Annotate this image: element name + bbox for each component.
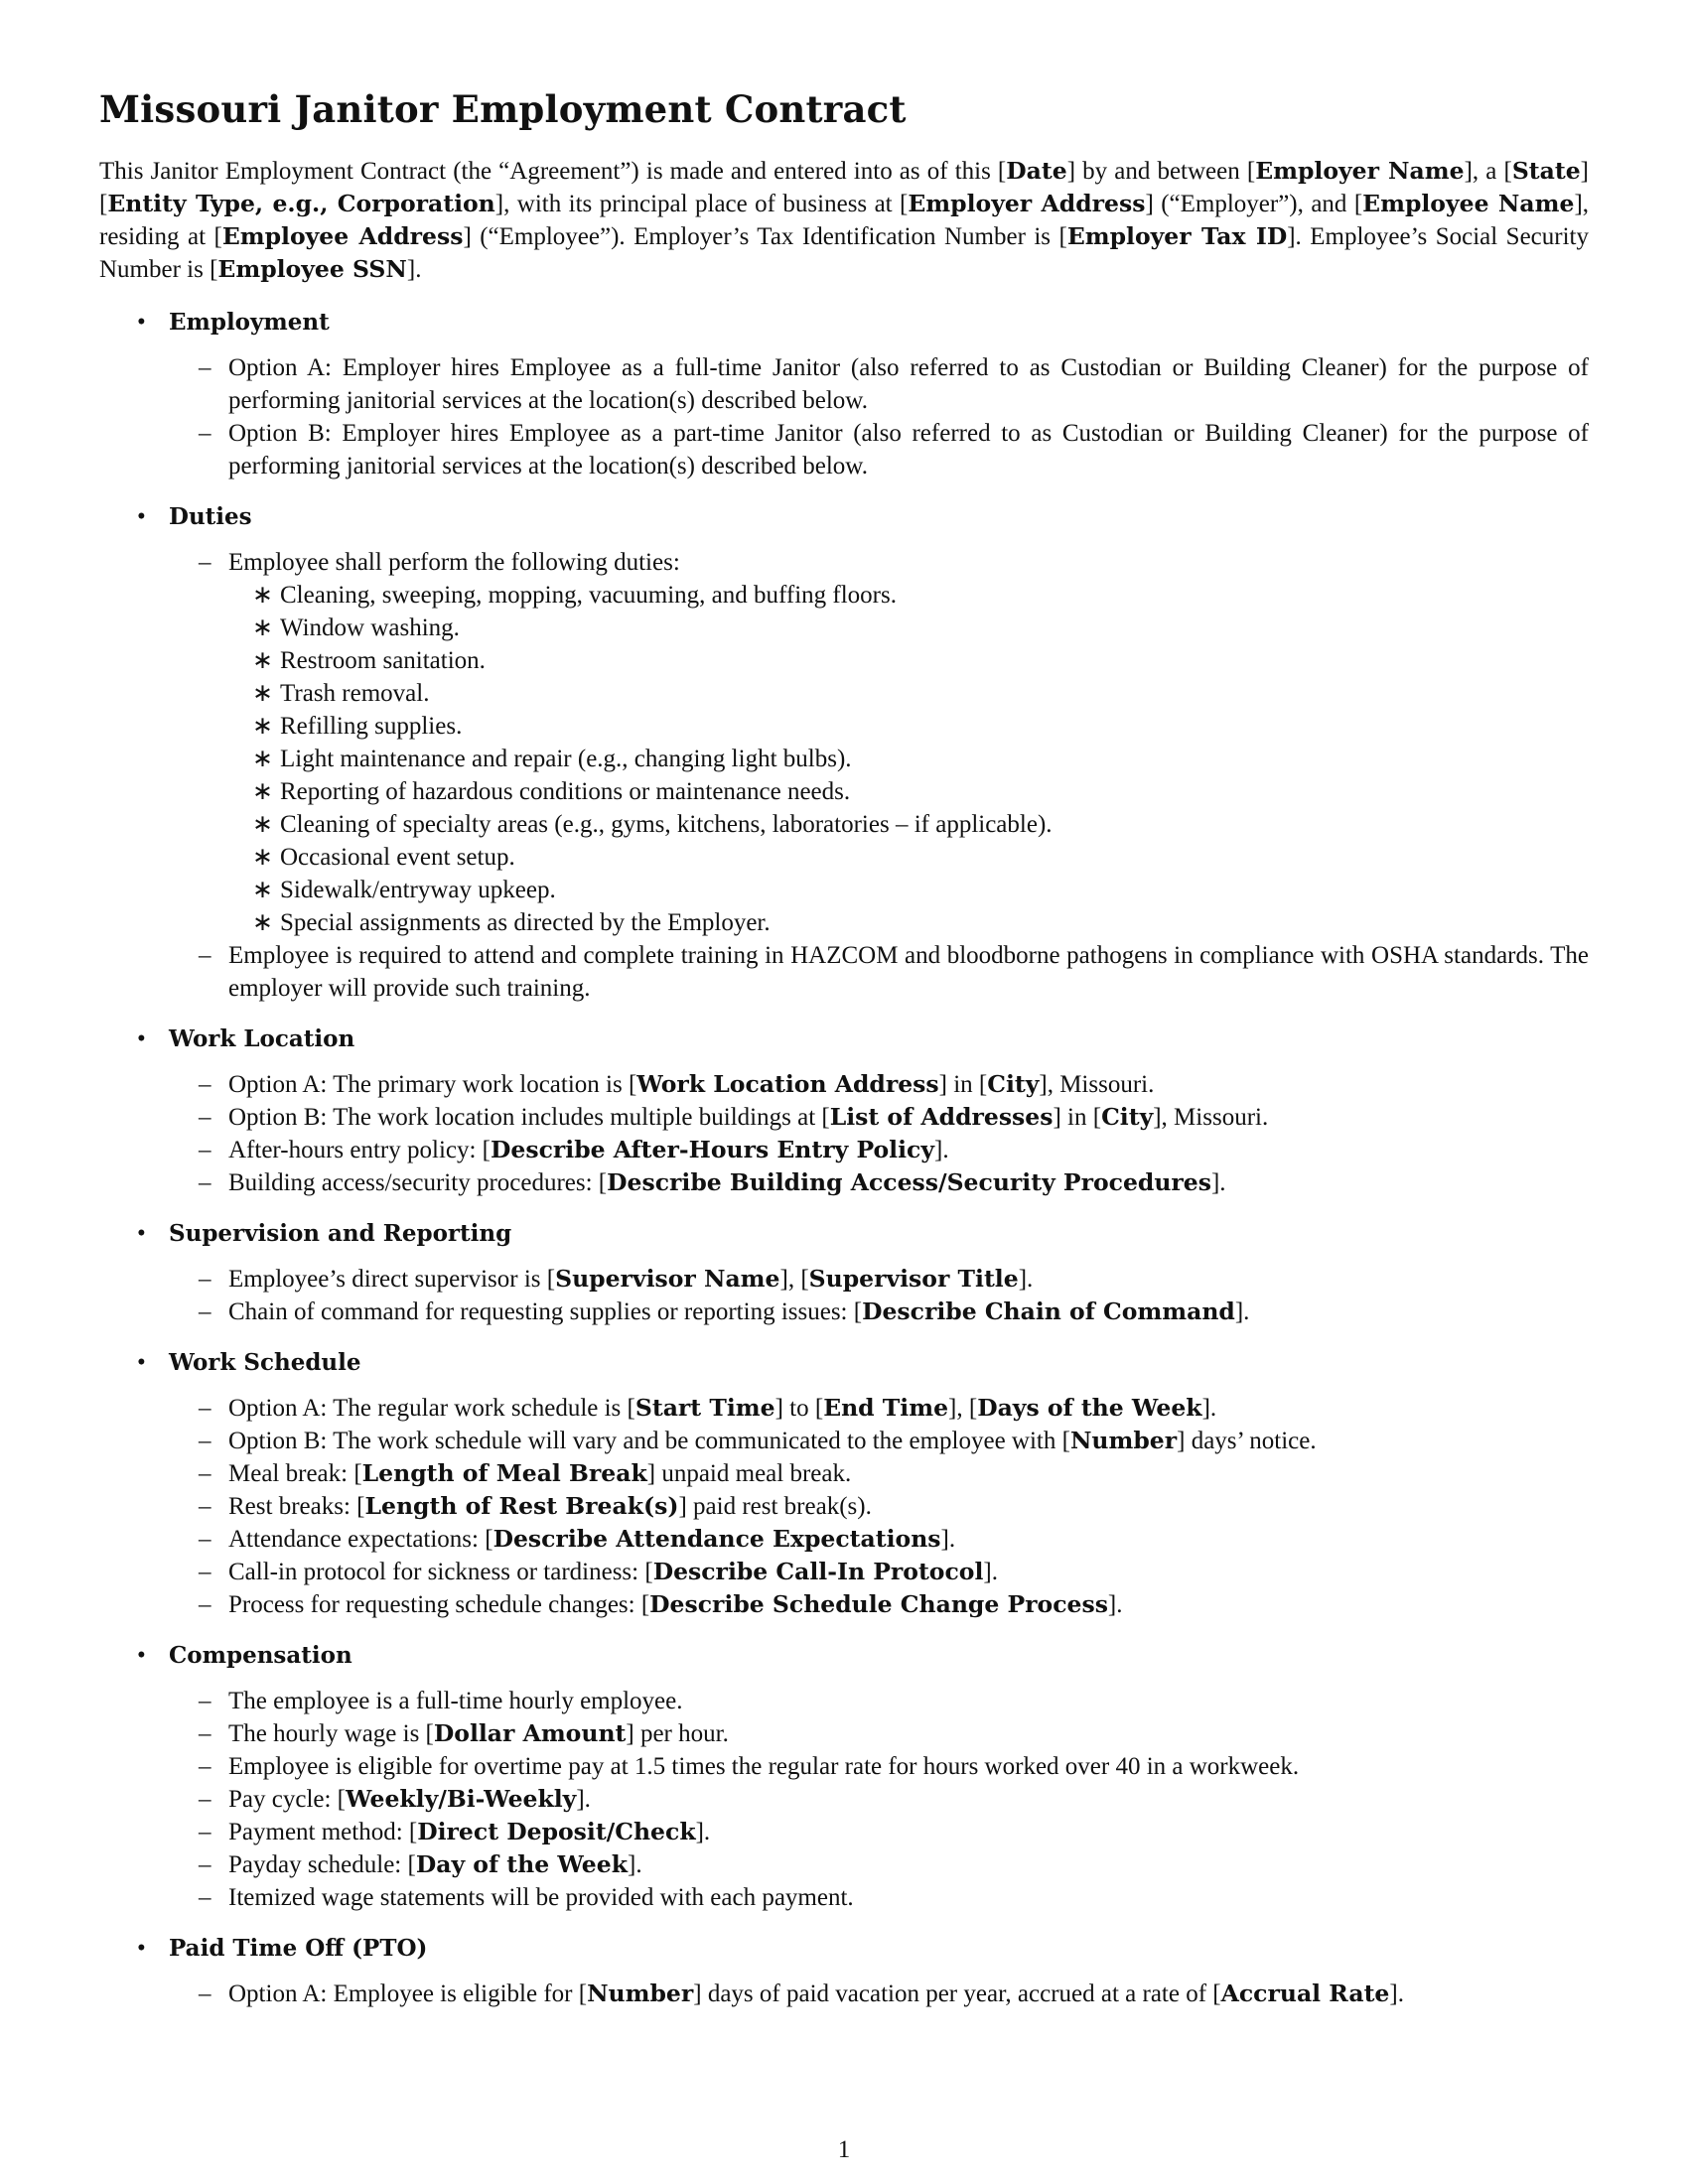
- section-title: Duties: [169, 503, 252, 531]
- bullet-marker: •: [137, 1642, 146, 1670]
- dash-marker: –: [199, 1493, 211, 1521]
- intro-text: This Janitor Employment Contract (the “Agreement”) is made and entered into as of this [: [99, 158, 1007, 186]
- list-item: [169, 1134, 1589, 1166]
- list-item: [169, 1588, 1589, 1621]
- duty-item: [228, 906, 1589, 939]
- placeholder-employer-tax-id: Employer Tax ID: [1066, 222, 1288, 251]
- bullet-marker: •: [137, 1220, 146, 1248]
- item-text: ].: [576, 1786, 591, 1814]
- list-item: [169, 1101, 1589, 1134]
- duty-item: [228, 579, 1589, 612]
- bullet-marker: •: [137, 309, 146, 337]
- dash-marker: –: [199, 1786, 211, 1814]
- section-title: Work Location: [169, 1025, 355, 1053]
- placeholder-field: Length of Meal Break: [361, 1459, 647, 1488]
- item-text: ].: [934, 1137, 949, 1164]
- item-text: The hourly wage is [: [228, 1720, 434, 1748]
- list-item: [169, 1425, 1589, 1457]
- item-text: ].: [695, 1819, 711, 1846]
- duty-text: Cleaning, sweeping, mopping, vacuuming, and buffing floors.: [280, 582, 897, 610]
- dash-marker: –: [199, 1591, 211, 1619]
- intro-text: ] (“Employee”). Employer’s Tax Identification Number is [: [463, 223, 1067, 251]
- item-text: Itemized wage statements will be provided with each payment.: [228, 1884, 854, 1912]
- placeholder-employer-name: Employer Name: [1255, 157, 1465, 186]
- star-marker: ∗: [252, 877, 273, 904]
- list-item: [169, 1750, 1589, 1783]
- item-text: ] days of paid vacation per year, accrued at a rate of [: [693, 1980, 1221, 2008]
- placeholder-field: Start Time: [634, 1394, 775, 1423]
- list-item: [169, 1783, 1589, 1816]
- star-marker: ∗: [252, 582, 273, 610]
- placeholder-entity-type: Entity Type, e.g., Corporation: [107, 190, 495, 218]
- item-text: After-hours entry policy: [: [228, 1137, 492, 1164]
- item-text: Payment method: [: [228, 1819, 418, 1846]
- item-text: ] unpaid meal break.: [646, 1460, 852, 1488]
- item-text: Payday schedule: [: [228, 1851, 416, 1879]
- item-text: ], Missouri.: [1039, 1071, 1155, 1099]
- section-duties: [99, 500, 1589, 1005]
- placeholder-field: Supervisor Name: [555, 1265, 780, 1294]
- dash-marker: –: [199, 420, 211, 448]
- item-text: ], [: [779, 1266, 809, 1294]
- duty-text: Occasional event setup.: [280, 844, 515, 872]
- placeholder-field: Work Location Address: [636, 1070, 939, 1099]
- dash-marker: –: [199, 1753, 211, 1781]
- star-marker: ∗: [252, 713, 273, 741]
- star-marker: ∗: [252, 844, 273, 872]
- list-item: [169, 1881, 1589, 1914]
- item-text: ].: [1018, 1266, 1034, 1294]
- document-page: [99, 87, 1589, 2028]
- placeholder-field: Days of the Week: [977, 1394, 1202, 1423]
- placeholder-field: City: [987, 1070, 1040, 1099]
- dash-marker: –: [199, 1071, 211, 1099]
- item-text: Option A: The primary work location is [: [228, 1071, 637, 1099]
- list-item: [169, 1685, 1589, 1717]
- item-text: Attendance expectations: [: [228, 1526, 493, 1554]
- dash-marker: –: [199, 1169, 211, 1197]
- list-item: [169, 1848, 1589, 1881]
- item-text: ].: [983, 1559, 998, 1586]
- dash-marker: –: [199, 1884, 211, 1912]
- item-text: ].: [1234, 1298, 1250, 1326]
- duty-text: Refilling supplies.: [280, 713, 463, 741]
- list-item: [169, 1717, 1589, 1750]
- bullet-marker: •: [137, 1935, 146, 1963]
- placeholder-field: Describe After-Hours Entry Policy: [491, 1136, 934, 1164]
- item-text: ].: [1210, 1169, 1226, 1197]
- item-text: Option B: The work location includes multiple buildings at [: [228, 1104, 830, 1132]
- duty-text: Cleaning of specialty areas (e.g., gyms, kitchens, laboratories – if applicable).: [280, 811, 1053, 839]
- placeholder-field: Describe Attendance Expectations: [492, 1525, 941, 1554]
- list-item: [169, 1166, 1589, 1199]
- list-item: [169, 417, 1589, 482]
- item-text: Employee shall perform the following duties:: [228, 549, 680, 577]
- item-text: ].: [940, 1526, 956, 1554]
- placeholder-field: Describe Chain of Command: [862, 1297, 1235, 1326]
- dash-marker: –: [199, 1819, 211, 1846]
- duty-text: Special assignments as directed by the Employer.: [280, 909, 771, 937]
- dash-marker: –: [199, 1104, 211, 1132]
- item-text: ].: [1389, 1980, 1404, 2008]
- placeholder-field: Length of Rest Break(s): [364, 1492, 679, 1521]
- placeholder-field: Day of the Week: [415, 1850, 628, 1879]
- duty-item: [228, 644, 1589, 677]
- duty-item: [228, 874, 1589, 906]
- intro-text: ], residing at [: [99, 191, 1590, 251]
- placeholder-state: State: [1511, 157, 1581, 186]
- star-marker: ∗: [252, 909, 273, 937]
- list-item: [169, 1392, 1589, 1425]
- star-marker: ∗: [252, 778, 273, 806]
- section-list: [99, 306, 1589, 2010]
- item-text: Call-in protocol for sickness or tardiness: [: [228, 1559, 653, 1586]
- item-text: ] days’ notice.: [1177, 1428, 1317, 1455]
- placeholder-field: Describe Schedule Change Process: [649, 1590, 1108, 1619]
- item-text: Option A: Employee is eligible for [: [228, 1980, 588, 2008]
- star-marker: ∗: [252, 614, 273, 642]
- intro-text: ] [: [99, 158, 1589, 218]
- star-marker: ∗: [252, 647, 273, 675]
- dash-marker: –: [199, 942, 211, 970]
- placeholder-field: List of Addresses: [829, 1103, 1054, 1132]
- section-employment: [99, 306, 1589, 482]
- intro-text: ], with its principal place of business at [: [494, 191, 909, 218]
- list-item: [169, 1068, 1589, 1101]
- star-marker: ∗: [252, 746, 273, 773]
- duty-text: Restroom sanitation.: [280, 647, 486, 675]
- dash-marker: –: [199, 1980, 211, 2008]
- star-marker: ∗: [252, 811, 273, 839]
- section-work-location: [99, 1023, 1589, 1199]
- list-item: [169, 1978, 1589, 2010]
- list-item: [169, 1523, 1589, 1556]
- section-title: Supervision and Reporting: [169, 1220, 512, 1248]
- item-text: ].: [628, 1851, 642, 1879]
- item-text: Rest breaks: [: [228, 1493, 365, 1521]
- duty-item: [228, 710, 1589, 743]
- duty-text: Light maintenance and repair (e.g., changing light bulbs).: [280, 746, 852, 773]
- dash-marker: –: [199, 1298, 211, 1326]
- placeholder-field: Accrual Rate: [1220, 1979, 1390, 2008]
- item-text: Employee’s direct supervisor is [: [228, 1266, 556, 1294]
- duty-item: [228, 612, 1589, 644]
- item-text: Employee is eligible for overtime pay at 1.5 times the regular rate for hours worked over 40 in a workweek.: [228, 1753, 1300, 1781]
- item-text: ] per hour.: [626, 1720, 729, 1748]
- item-text: ] to [: [774, 1395, 824, 1423]
- dash-marker: –: [199, 1460, 211, 1488]
- item-text: ] paid rest break(s).: [678, 1493, 872, 1521]
- section-compensation: [99, 1639, 1589, 1914]
- item-text: ].: [1201, 1395, 1217, 1423]
- item-text: Process for requesting schedule changes: [: [228, 1591, 650, 1619]
- list-item: [169, 1816, 1589, 1848]
- item-text: Building access/security procedures: [: [228, 1169, 608, 1197]
- dash-marker: –: [199, 1266, 211, 1294]
- section-supervision: [99, 1217, 1589, 1328]
- duty-text: Sidewalk/entryway upkeep.: [280, 877, 556, 904]
- item-text: ], Missouri.: [1153, 1104, 1269, 1132]
- placeholder-field: City: [1101, 1103, 1154, 1132]
- dash-marker: –: [199, 1137, 211, 1164]
- duty-item: [228, 743, 1589, 775]
- bullet-marker: •: [137, 1025, 146, 1053]
- placeholder-employee-address: Employee Address: [221, 222, 464, 251]
- list-item: [169, 1263, 1589, 1296]
- placeholder-employer-address: Employer Address: [908, 190, 1146, 218]
- duty-text: Trash removal.: [280, 680, 430, 708]
- list-item: [169, 939, 1589, 1005]
- dash-marker: –: [199, 1526, 211, 1554]
- placeholder-field: Weekly/Bi-Weekly: [346, 1785, 577, 1814]
- intro-text: ] by and between [: [1066, 158, 1256, 186]
- duty-text: Window washing.: [280, 614, 460, 642]
- dash-marker: –: [199, 1395, 211, 1423]
- intro-text: ]. Employee’s Social Security Number is [: [99, 223, 1589, 284]
- item-text: The employee is a full-time hourly employee.: [228, 1688, 683, 1715]
- list-item: [169, 1490, 1589, 1523]
- bullet-marker: •: [137, 503, 146, 531]
- duty-item: [228, 775, 1589, 808]
- placeholder-field: Direct Deposit/Check: [417, 1818, 696, 1846]
- list-item: [169, 1457, 1589, 1490]
- dash-marker: –: [199, 549, 211, 577]
- duty-text: Reporting of hazardous conditions or maintenance needs.: [280, 778, 851, 806]
- item-text: Option B: Employer hires Employee as a part-time Janitor (also referred to as Custodian or Building Cleaner) for the purpose of performing janitorial services at the location(s) described below.: [228, 420, 1589, 480]
- list-item: [169, 1296, 1589, 1328]
- item-text: Option A: The regular work schedule is [: [228, 1395, 635, 1423]
- dash-marker: –: [199, 1688, 211, 1715]
- section-title: Employment: [169, 309, 330, 337]
- item-text: Option B: The work schedule will vary and be communicated to the employee with [: [228, 1428, 1070, 1455]
- section-title: Work Schedule: [169, 1349, 361, 1377]
- duty-item: [228, 841, 1589, 874]
- dash-marker: –: [199, 1720, 211, 1748]
- list-item: [169, 546, 1589, 939]
- dash-marker: –: [199, 1559, 211, 1586]
- section-title: Compensation: [169, 1642, 352, 1670]
- list-item: [169, 1556, 1589, 1588]
- placeholder-field: Number: [587, 1979, 694, 2008]
- item-text: Employee is required to attend and complete training in HAZCOM and bloodborne pathogens in compliance with OSHA standards. The employer will provide such training.: [228, 942, 1589, 1003]
- item-text: Chain of command for requesting supplies or reporting issues: [: [228, 1298, 863, 1326]
- item-text: Pay cycle: [: [228, 1786, 347, 1814]
- dash-marker: –: [199, 354, 211, 382]
- bullet-marker: •: [137, 1349, 146, 1377]
- placeholder-field: Supervisor Title: [808, 1265, 1019, 1294]
- item-text: Option A: Employer hires Employee as a full-time Janitor (also referred to as Custodian or Building Cleaner) for the purpose of performing janitorial services at the location(s) described below.: [228, 354, 1589, 415]
- placeholder-field: Number: [1069, 1427, 1178, 1455]
- list-item: [169, 351, 1589, 417]
- placeholder-date: Date: [1006, 157, 1067, 186]
- duties-sublist: [228, 579, 1589, 939]
- section-pto: [99, 1932, 1589, 2010]
- section-title: Paid Time Off (PTO): [169, 1935, 428, 1963]
- duty-item: [228, 808, 1589, 841]
- item-text: ].: [1107, 1591, 1123, 1619]
- intro-paragraph: [99, 155, 1589, 286]
- item-text: ] in [: [1053, 1104, 1102, 1132]
- placeholder-field: End Time: [823, 1394, 949, 1423]
- page-number: 1: [837, 2136, 851, 2163]
- item-text: Meal break: [: [228, 1460, 362, 1488]
- dash-marker: –: [199, 1851, 211, 1879]
- intro-text: ], a [: [1464, 158, 1512, 186]
- intro-text: ].: [406, 256, 422, 284]
- placeholder-field: Dollar Amount: [433, 1719, 627, 1748]
- duty-item: [228, 677, 1589, 710]
- placeholder-field: Describe Call-In Protocol: [652, 1558, 984, 1586]
- section-work-schedule: [99, 1346, 1589, 1621]
- document-title: Missouri Janitor Employment Contract: [99, 87, 907, 131]
- placeholder-field: Describe Building Access/Security Procedures: [607, 1168, 1211, 1197]
- placeholder-employee-ssn: Employee SSN: [217, 255, 407, 284]
- intro-text: ] (“Employer”), and [: [1145, 191, 1363, 218]
- item-text: ], [: [948, 1395, 978, 1423]
- star-marker: ∗: [252, 680, 273, 708]
- dash-marker: –: [199, 1428, 211, 1455]
- item-text: ] in [: [938, 1071, 988, 1099]
- placeholder-employee-name: Employee Name: [1362, 190, 1575, 218]
